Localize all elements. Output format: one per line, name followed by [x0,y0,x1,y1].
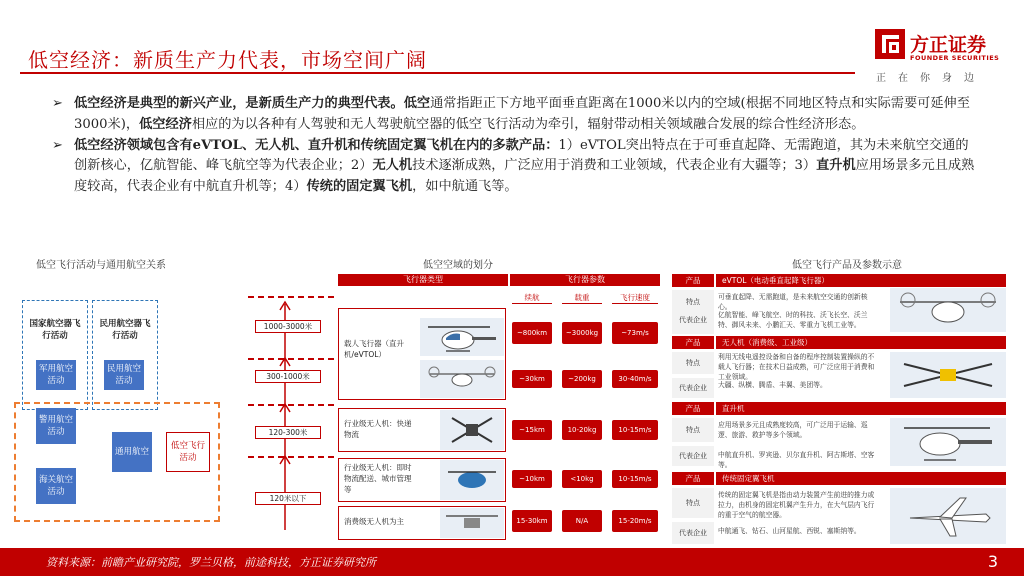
bullet-bold-text: 直升机 [816,158,856,174]
national-aircraft-head: 国家航空器飞行活动 [29,319,81,341]
company-key: 代表企业 [672,446,714,466]
military-aviation-cell: 军用航空活动 [36,360,76,390]
feature-key: 特点 [672,418,714,442]
param-speed: 15-20m/s [612,510,658,532]
sub-head-line [512,303,552,304]
source-note: 资料来源：前瞻产业研究院，罗兰贝格，前途科技，方正证券研究所 [46,556,376,569]
logistics-drone-label: 行业级无人机：快递物流 [344,419,412,439]
police-aviation-cell: 警用航空活动 [36,408,76,444]
bullet-text [74,96,970,132]
city-drone-image [440,460,504,500]
bullet-bold-text: 传统的固定翼飞机 [306,179,413,195]
bullet-1 [52,94,980,136]
param-range: ~800km [512,322,552,344]
param-range: 15-30km [512,510,552,532]
product-key: 产品 [672,274,714,287]
right-table-title: 低空飞行产品及参数示意 [792,260,902,271]
param-payload: ~3000kg [562,322,602,344]
sub-head-line [562,303,602,304]
logo-slogan: 正在你身边 [876,73,986,84]
param-speed: 10-15m/s [612,420,658,440]
param-range: ~15km [512,420,552,440]
left-diagram-title: 低空飞行活动与通用航空关系 [36,260,166,271]
col-head-type: 飞行器类型 [338,274,508,286]
bullet-list [52,94,980,198]
helicopter-image [420,318,504,356]
altitude-label: 120米以下 [255,492,321,505]
company-key: 代表企业 [672,306,714,334]
feature-key: 特点 [672,352,714,374]
arrow-bullet-icon: ➢ [52,137,64,153]
sub-head-payload: 载重 [574,293,590,302]
bullet-bold-text: 低空经济领域包含有eVTOL、无人机、直升机和传统固定翼飞机在内的多款产品： [74,137,559,153]
page-number: 3 [987,552,998,571]
bullet-plain-text: 应用场景多元且成熟度较高，代表企业有中航直升机等；4） [74,158,975,195]
customs-aviation-cell: 海关航空活动 [36,468,76,504]
evtol-image [420,360,504,398]
product-company: 中航直升机、罗宾逊、贝尔直升机、阿古斯塔、空客等。 [718,451,875,469]
helicopter-product-image [890,418,1006,466]
consumer-drone-label: 消费级无人机为主 [344,517,404,526]
param-payload: N/A [562,510,602,532]
product-company: 亿航智能、峰飞航空、时的科技、沃飞长空、沃兰特、御风未来、小鹏汇天、零重力飞机工业等。 [718,311,868,329]
bullet-2 [52,136,980,198]
feature-key: 特点 [672,488,714,518]
civil-aviation-cell: 民用航空活动 [104,360,144,390]
civil-aircraft-box [92,300,158,410]
product-company: 大疆、纵横、腾盾、丰翼、美团等。 [718,381,827,389]
product-feature: 传统的固定翼飞机是指由动力装置产生前进的推力或拉力，由机身的固定机翼产生升力，在大气层内飞行的重于空气的航空器。 [718,491,875,519]
page-title: 低空经济：新质生产力代表，市场空间广阔 [28,48,427,72]
product-key: 产品 [672,336,714,349]
param-range: ~30km [512,370,552,388]
bullet-bold-text: 低空经济是典型的新兴产业，是新质生产力的典型代表。 [74,96,404,111]
logistics-drone-image [440,410,504,450]
drone-product-image [890,352,1006,398]
product-name: 无人机（消费级、工业级） [716,336,1006,349]
low-altitude-flight-cell: 低空飞行活动 [166,432,210,472]
civil-aircraft-head: 民用航空器飞行活动 [99,319,151,341]
company-key: 代表企业 [672,378,714,398]
middle-diagram-title: 低空空域的划分 [423,260,493,271]
company-logo [874,28,1004,84]
param-speed: 10-15m/s [612,470,658,488]
altitude-label: 300-1000米 [255,370,321,383]
product-name: 传统固定翼飞机 [716,472,1006,485]
arrow-bullet-icon: ➢ [52,96,64,111]
altitude-label: 1000-3000米 [255,320,321,333]
sub-head-line [612,303,658,304]
product-feature: 应用场景多元且成熟度较高，可广泛用于运输、巡逻、旅游、救护等多个领域。 [718,421,868,439]
product-feature: 利用无线电遥控设备和自备的程序控制装置操纵的不载人飞行器；在技术日益成熟，可广泛应用于消费和工业领域。 [718,353,875,381]
param-payload: ~200kg [562,370,602,388]
product-company: 中航通飞、钻石、山河星航、西锐、塞斯纳等。 [718,527,861,535]
national-aircraft-box [22,300,88,410]
manned-aircraft-label: 载人飞行器（直升机/eVTOL） [344,339,404,359]
company-key: 代表企业 [672,522,714,544]
product-name: eVTOL（电动垂直起降飞行器） [716,274,1006,287]
sub-head-speed: 飞行速度 [620,293,650,302]
col-head-params: 飞行器参数 [510,274,660,286]
bullet-plain-text: 技术逐渐成熟，广泛应用于消费和工业领域，代表企业有大疆等；3） [412,158,817,174]
product-key: 产品 [672,402,714,415]
fixed-wing-product-image [890,488,1006,544]
sub-head-range: 续航 [524,293,540,302]
param-range: ~10km [512,470,552,488]
product-name: 直升机 [716,402,1006,415]
bullet-bold-text: 低空经济 [139,116,192,132]
product-key: 产品 [672,472,714,485]
feature-key: 特点 [672,290,714,314]
product-feature: 可垂直起降、无需跑道，是未来航空交通的创新核心。 [718,293,868,311]
bullet-bold-text: 无人机 [372,158,413,174]
title-underline [20,72,855,74]
altitude-label: 120-300米 [255,426,321,439]
consumer-drone-image [440,508,504,538]
param-speed: ~73m/s [612,322,658,344]
city-drone-label: 行业级无人机：即时物流配送、城市管理等 [344,463,412,494]
param-payload: 10-20kg [562,420,602,440]
param-payload: <10kg [562,470,602,488]
bullet-plain-text: 1）eVTOL突出特点在于可垂直起降、无需跑道，其为未来航空交通的创新核心，亿航智能、峰飞航空等为代表企业；2） [74,137,969,174]
general-aviation-cell: 通用航空 [112,432,152,472]
bullet-text [74,138,974,195]
bullet-bold-text: 低空 [403,96,431,111]
evtol-product-image [890,288,1006,332]
logo-english: FOUNDER SECURITIES [910,54,1000,62]
param-speed: 30-40m/s [612,370,658,388]
bullet-plain-text: 通常指距正下方地平面垂直距离在1000米以内的空域(根据不同地区特点和实际需要可延伸至3000米)， [74,96,970,132]
logo-mark-icon [874,28,906,60]
bullet-plain-text: 相应的为以各种有人驾驶和无人驾驶航空器的低空飞行活动为牵引，辐射带动相关领域融合发展的综合性经济形态。 [191,116,865,132]
bullet-plain-text: ，如中航通飞等。 [412,179,518,195]
logo-name: 方正证券 [910,34,987,56]
